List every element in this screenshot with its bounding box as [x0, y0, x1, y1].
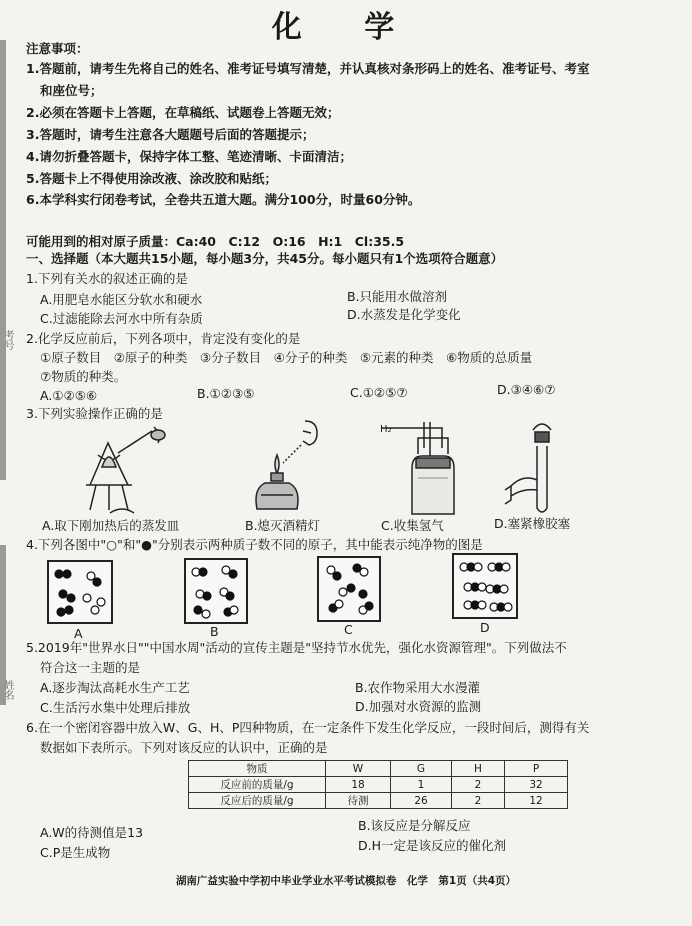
gas-collection-bottle-illustration [378, 418, 488, 518]
q1-option-d: D.水蒸发是化学变化 [347, 307, 461, 322]
q6-option-a: A.W的待测值是13 [40, 825, 144, 840]
q3-option-d: D.塞紧橡胶塞 [494, 516, 571, 531]
q2-option-d: D.③④⑥⑦ [497, 382, 556, 397]
notice-item: 3.答题时，请考生注意各大题题号后面的答题提示； [26, 127, 315, 142]
q3-option-b: B.熄灭酒精灯 [245, 518, 321, 533]
q1-option-b: B.只能用水做溶剂 [347, 289, 448, 304]
q2-option-b: B.①②③⑤ [197, 386, 255, 401]
notice-item: 6.本学科实行闭卷考试，全卷共五道大题。满分100分，时量60分钟。 [26, 192, 421, 207]
q5-option-d: D.加强对水资源的监测 [355, 699, 482, 714]
table-row [189, 793, 568, 809]
section-heading: 一、选择题（本大题共15小题，每小题3分，共45分。每小题只有1个选项符合题意） [26, 251, 504, 266]
evaporating-dish-illustration [82, 425, 177, 520]
q5-stem: 5.2019年"世界水日""中国水周"活动的宣传主题是"坚持节水优先，强化水资源管理"。下列做法不 [26, 640, 567, 655]
table-cell: 2 [452, 793, 505, 809]
q1-stem: 1.下列有关水的叙述正确的是 [26, 271, 188, 286]
q6-option-b: B.该反应是分解反应 [358, 818, 471, 833]
molecule-box-a [47, 560, 113, 624]
page-footer: 湖南广益实验中学初中毕业学业水平考试模拟卷 化学 第1页（共4页） [175, 875, 517, 887]
q2-option-c: C.①②⑤⑦ [350, 385, 408, 400]
q1-option-c: C.过滤能除去河水中所有杂质 [40, 311, 203, 326]
q4-label-b: B [210, 624, 219, 639]
q6-stem: 数据如下表所示。下列对该反应的认识中，正确的是 [40, 740, 328, 755]
table-cell: 32 [505, 777, 568, 793]
q3-option-a: A.取下刚加热后的蒸发皿 [42, 518, 180, 533]
molecule-box-b [184, 558, 248, 624]
q1-option-a: A.用肥皂水能区分软水和硬水 [40, 292, 203, 307]
q3-stem: 3.下列实验操作正确的是 [26, 406, 163, 421]
q4-label-d: D [480, 620, 490, 635]
q4-label-c: C [344, 622, 353, 637]
q2-list: ⑦物质的种类。 [40, 369, 127, 384]
notice-item: 和座位号； [40, 83, 103, 98]
q5-option-c: C.生活污水集中处理后排放 [40, 700, 191, 715]
q2-stem: 2.化学反应前后，下列各项中，肯定没有变化的是 [26, 331, 301, 346]
table-cell: 18 [326, 777, 391, 793]
mass-data-table [188, 760, 568, 809]
q5-option-b: B.农作物采用大水漫灌 [355, 680, 481, 695]
q6-option-c: C.P是生成物 [40, 845, 111, 860]
margin-label-exam-number: 考号 [2, 330, 13, 350]
table-row [189, 777, 568, 793]
alcohol-lamp-illustration [243, 415, 333, 515]
table-cell: 1 [391, 777, 452, 793]
notice-item: 1.答题前，请考生先将自己的姓名、准考证号填写清楚，并认真核对条形码上的姓名、准考证号、考室 [26, 61, 590, 76]
table-cell: 2 [452, 777, 505, 793]
test-tube-stopper-illustration [503, 420, 583, 520]
notice-item: 5.答题卡上不得使用涂改液、涂改胶和贴纸； [26, 171, 277, 186]
table-cell: 反应前的质量/g [189, 777, 326, 793]
table-row [189, 761, 568, 777]
table-header: H [452, 761, 505, 777]
h2-label: H₂ [380, 424, 392, 435]
table-cell: 12 [505, 793, 568, 809]
q3-option-c: C.收集氢气 [381, 518, 444, 533]
table-header: P [505, 761, 568, 777]
table-cell: 待测 [326, 793, 391, 809]
molecule-box-c [317, 556, 381, 622]
q4-stem: 4.下列各图中"○"和"●"分别表示两种质子数不同的原子，其中能表示纯净物的图是 [26, 537, 483, 552]
table-header: G [391, 761, 452, 777]
notice-heading: 注意事项： [26, 41, 89, 56]
notice-item: 2.必须在答题卡上答题，在草稿纸、试题卷上答题无效； [26, 105, 340, 120]
table-header: 物质 [189, 761, 326, 777]
table-cell: 26 [391, 793, 452, 809]
q4-label-a: A [74, 626, 83, 641]
q2-list: ①原子数目 ②原子的种类 ③分子数目 ④分子的种类 ⑤元素的种类 ⑥物质的总质量 [40, 350, 533, 365]
page-title: 化 学 [271, 10, 421, 45]
q6-option-d: D.H一定是该反应的催化剂 [358, 838, 506, 853]
q2-option-a: A.①②⑤⑥ [40, 388, 98, 403]
q5-option-a: A.逐步淘汰高耗水生产工艺 [40, 680, 190, 695]
q5-stem: 符合这一主题的是 [40, 660, 141, 675]
margin-label-name: 姓名 [2, 680, 13, 700]
molecule-box-d [452, 553, 518, 619]
binding-edge-upper [0, 40, 6, 480]
notice-item: 4.请勿折叠答题卡，保持字体工整、笔迹清晰、卡面清洁； [26, 149, 352, 164]
table-cell: 反应后的质量/g [189, 793, 326, 809]
table-header: W [326, 761, 391, 777]
atomic-masses: 可能用到的相对原子质量：Ca:40 C:12 O:16 H:1 Cl:35.5 [26, 234, 405, 249]
q6-stem: 6.在一个密闭容器中放入W、G、H、P四种物质，在一定条件下发生化学反应，一段时间后，测得有关 [26, 720, 590, 735]
